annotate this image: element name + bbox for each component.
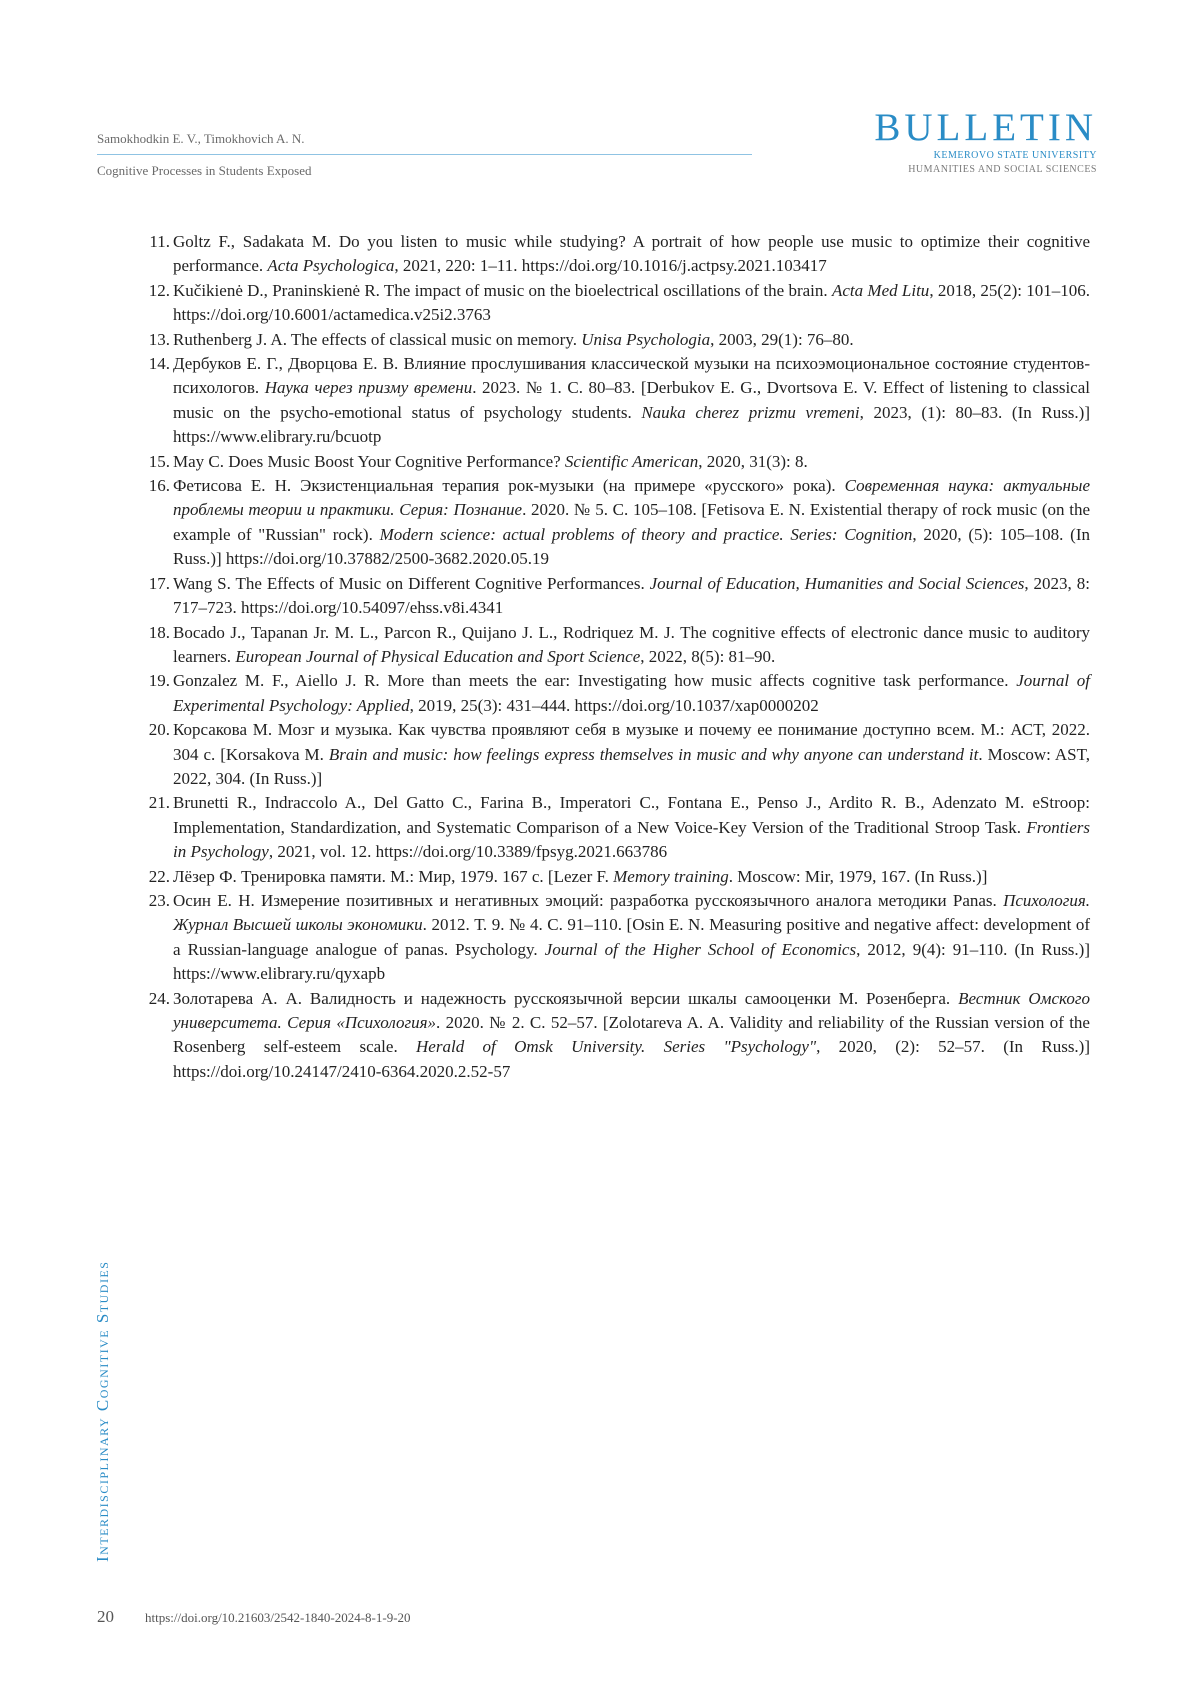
reference-text: Лёзер Ф. Тренировка памяти. М.: Мир, 1979. 167 с. [Lezer F. [173,866,614,886]
reference-source-title: Journal of the Higher School of Economics [544,939,857,959]
reference-text: Wang S. The Effects of Music on Different Cognitive Performances. [173,573,650,593]
reference-number: 15. [148,451,170,471]
reference-item [138,621,1090,670]
reference-text: , 2003, 29(1): 76–80. [710,329,854,349]
reference-text: , 2021, 220: 1–11. https://doi.org/10.1016/j.actpsy.2021.103417 [394,256,827,276]
reference-source-title: Вестник Омского университета. Серия «Психология» [173,988,1090,1032]
journal-brand-title: BULLETIN [874,106,1097,149]
reference-text: Дербуков Е. Г., Дворцова Е. В. Влияние прослушивания классической музыки на психоэмоциональное состояние студентов-психологов. [173,354,1090,398]
reference-text: Корсакова М. Мозг и музыка. Как чувства проявляют себя в музыке и почему ее понимание доступно всем. М.: АСТ, 2022. 304 с. [Korsakova M. [173,720,1090,764]
reference-text: Gonzalez M. F., Aiello J. R. More than meets the ear: Investigating how music affects cognitive task performance. [173,671,1017,691]
reference-text: . 2012. Т. 9. № 4. С. 91–110. [Osin E. N. Measuring positive and negative affect: development of a Russian-language analogue of panas. Psychology. [173,915,1090,959]
reference-text: . 2020. № 5. С. 105–108. [Fetisova E. N. Existential therapy of rock music (on the example of "Russian" rock). [173,500,1090,544]
reference-number: 12. [148,280,170,300]
reference-source-title: Memory training [613,866,729,886]
reference-source-title: Journal of Experimental Psychology: Applied [173,671,1090,715]
reference-source-title: Herald of Omsk University. Series "Psychology" [416,1037,817,1057]
reference-number: 11. [149,232,170,251]
reference-number: 19. [148,671,170,691]
reference-source-title: Journal of Education, Humanities and Social Sciences [649,573,1025,593]
reference-text: , 2019, 25(3): 431–444. https://doi.org/10.1037/xap0000202 [409,695,819,715]
reference-text: Осин Е. Н. Измерение позитивных и негативных эмоций: разработка русскоязычного аналога методики Panas. [173,890,1004,910]
reference-text: , 2023, 8: 717–723. https://doi.org/10.54097/ehss.v8i.4341 [173,573,1090,618]
reference-text: . Moscow: AST, 2022, 304. (In Russ.)] [173,744,1090,788]
reference-text: , 2021, vol. 12. https://doi.org/10.3389/fpsyg.2021.663786 [268,842,668,862]
reference-number: 21. [148,793,170,813]
running-head-authors: Samokhodkin E. V., Timokhovich A. N. [97,131,305,146]
reference-number: 18. [148,622,170,642]
reference-source-title: Brain and music: how feelings express themselves in music and why anyone can understand it [328,744,979,764]
reference-list [138,230,1090,1084]
reference-item [138,328,1090,352]
running-head-title: Cognitive Processes in Students Exposed [97,163,312,178]
reference-source-title: European Journal of Physical Education and Sport Science [235,646,641,666]
reference-item [138,718,1090,791]
reference-text: Bocado J., Tapanan Jr. M. L., Parcon R., Quijano J. L., Rodriquez M. J. The cognitive effects of electronic dance music to auditory learners. [173,622,1090,666]
reference-text: , 2022, 8(5): 81–90. [640,646,776,666]
section-side-label: Interdisciplinary Cognitive Studies [93,1260,112,1562]
reference-text: . 2020. № 2. С. 52–57. [Zolotareva A. A. Validity and reliability of the Russian version of the Rosenberg self-esteem scale. [173,1013,1090,1057]
reference-item [138,230,1090,279]
reference-text: , 2020, (5): 105–108. (In Russ.)] https://doi.org/10.37882/2500-3682.2020.05.19 [173,524,1090,569]
reference-source-title: Modern science: actual problems of theory and practice. Series: Cognition [379,524,913,544]
reference-text: Goltz F., Sadakata M. Do you listen to music while studying? A portrait of how people use music to optimize their cognitive performance. [173,232,1090,276]
journal-brand-section: HUMANITIES AND SOCIAL SCIENCES [908,164,1097,175]
journal-brand [874,108,1097,175]
reference-text: May C. Does Music Boost Your Cognitive Performance? [173,451,565,471]
reference-source-title: Современная наука: актуальные проблемы теории и практики. Серия: Познание [173,476,1090,520]
reference-number: 24. [148,988,170,1008]
reference-source-title: Nauka cherez prizmu vremeni [641,402,860,422]
reference-item [138,474,1090,572]
reference-text: , 2020, (2): 52–57. (In Russ.)] https://doi.org/10.24147/2410-6364.2020.2.52-57 [173,1037,1091,1081]
reference-text: Ruthenberg J. A. The effects of classical music on memory. [173,329,582,349]
reference-number: 17. [148,573,170,593]
reference-item [138,889,1090,987]
page-number: 20 [97,1607,114,1626]
reference-text: , 2023, (1): 80–83. (In Russ.)] https://www.elibrary.ru/bcuotp [173,402,1090,447]
reference-item [138,352,1090,450]
reference-number: 16. [148,476,170,496]
reference-source-title: Acta Med Litu [831,280,930,300]
reference-item [138,279,1090,328]
reference-text: Фетисова Е. Н. Экзистенциальная терапия рок-музыки (на примере «русского» рока). [173,476,845,496]
reference-text: , 2018, 25(2): 101–106. https://doi.org/10.6001/actamedica.v25i2.3763 [173,280,1090,325]
reference-number: 13. [148,329,170,349]
journal-brand-university: KEMEROVO STATE UNIVERSITY [933,150,1097,161]
reference-item [138,669,1090,718]
reference-text: , 2012, 9(4): 91–110. (In Russ.)] https://www.elibrary.ru/qyxapb [173,939,1090,984]
reference-source-title: Acta Psychologica [267,256,395,276]
reference-item [138,450,1090,474]
header-divider [97,154,752,155]
reference-text: , 2020, 31(3): 8. [698,451,808,471]
reference-text: . Moscow: Mir, 1979, 167. (In Russ.)] [728,866,988,886]
reference-source-title: Психология. Журнал Высшей школы экономики [173,890,1090,935]
reference-text: Золотарева А. А. Валидность и надежность русскоязычной версии шкалы самооценки М. Розенберга. [173,988,959,1008]
reference-text: Kučikienė D., Praninskienė R. The impact of music on the bioelectrical oscillations of the brain. [173,280,832,300]
reference-number: 22. [148,866,170,886]
reference-source-title: Наука через призму времени [264,378,473,398]
reference-source-title: Unisa Psychologia [581,329,711,349]
reference-item [138,865,1090,889]
reference-item [138,987,1090,1085]
reference-item [138,572,1090,621]
footer-doi: https://doi.org/10.21603/2542-1840-2024-8-1-9-20 [145,1610,411,1625]
reference-number: 23. [148,890,170,910]
reference-number: 14. [148,354,170,374]
reference-text: Brunetti R., Indraccolo A., Del Gatto C., Farina B., Imperatori C., Fontana E., Penso J., Ardito R. B., Adenzato M. eStroop: Implementation, Standardization, and Systematic Comparison of a New Voice-Key Version of the Traditional Stroop Task. [173,793,1090,837]
reference-text: . 2023. № 1. С. 80–83. [Derbukov E. G., Dvortsova E. V. Effect of listening to classical music on the psycho-emotional status of psychology students. [173,378,1090,422]
reference-number: 20. [148,720,170,740]
reference-source-title: Scientific American [564,451,699,471]
reference-source-title: Frontiers in Psychology [173,817,1090,862]
reference-item [138,791,1090,864]
